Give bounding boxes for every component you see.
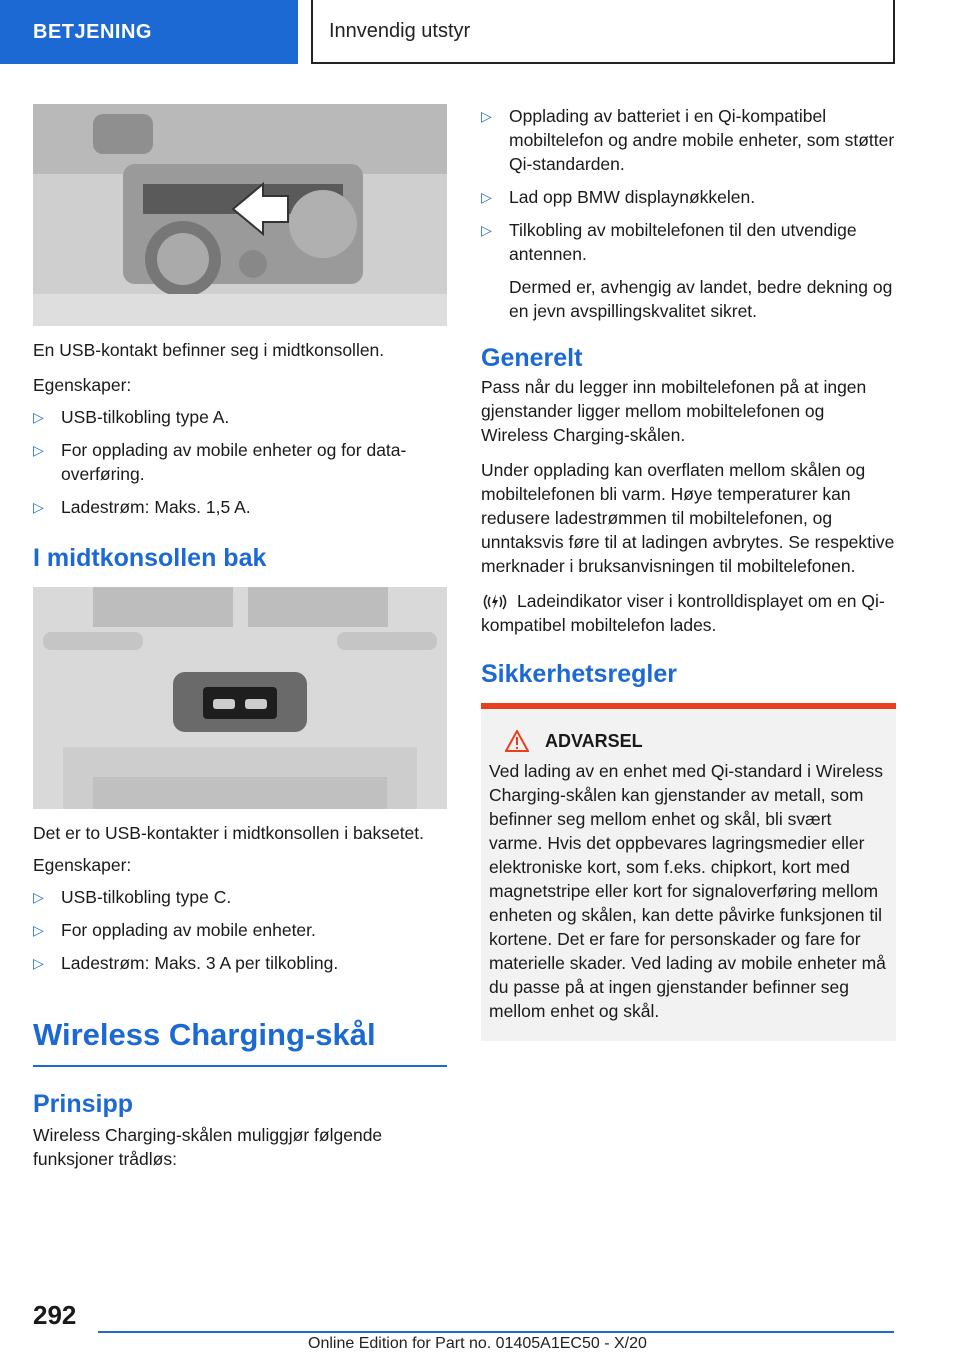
- list-item: ▷ For opplading av mobile enheter og for dataoverføring.: [33, 440, 407, 484]
- triangle-bullet-icon: ▷: [33, 499, 44, 515]
- list-item: ▷ Lad opp BMW displaynøkkelen.: [481, 187, 756, 207]
- right-column: [481, 104, 896, 1041]
- list-item: ▷ Ladestrøm: Maks. 1,5 A.: [33, 497, 251, 517]
- triangle-bullet-icon: ▷: [33, 442, 44, 458]
- left-column: [33, 104, 447, 1182]
- general-paragraph-1: Pass når du legger inn mobiltelefonen på at ingen gjenstander ligger mellom mobiltelefonen og Wireless Charging-skålen.: [481, 377, 867, 445]
- caption-usb-c: Det er to USB-kontakter i midtkonsollen i baksetet.: [33, 823, 425, 843]
- list-item: ▷ USB-tilkobling type A.: [33, 407, 230, 427]
- general-paragraph-2: Under opplading kan overflaten mellom skålen og mobiltelefonen bli varm. Høye temperaturer kan redusere ladestrømmen til mobiltelefonen, og unntaksvis føre til at ladingen avbrytes. Se respektive merknader i bruksanvisningen til mobiltelefonen.: [481, 460, 895, 576]
- caption-usb-a: En USB-kontakt befinner seg i midtkonsollen.: [33, 340, 385, 360]
- list-item: ▷ Ladestrøm: Maks. 3 A per tilkobling.: [33, 953, 339, 973]
- triangle-bullet-icon: ▷: [481, 189, 492, 205]
- heading-safety: Sikkerhetsregler: [481, 660, 677, 688]
- usb-rear-photo: [33, 587, 447, 809]
- properties-label: Egenskaper:: [33, 375, 132, 395]
- heading-general: Generelt: [481, 344, 583, 372]
- warning-box: [481, 703, 896, 1041]
- footer-rule: [98, 1331, 894, 1333]
- warning-header: [489, 729, 888, 753]
- triangle-bullet-icon: ▷: [481, 108, 492, 124]
- list-item: ▷ Tilkobling av mobiltelefonen til den utvendige antennen.: [481, 220, 857, 264]
- section-tab: [0, 0, 298, 64]
- chapter-title: Innvendig utstyr: [329, 19, 471, 42]
- triangle-bullet-icon: ▷: [481, 222, 492, 238]
- list-item: ▷ For opplading av mobile enheter.: [33, 920, 316, 940]
- triangle-bullet-icon: ▷: [33, 922, 44, 938]
- heading-wireless-charging: Wireless Charging-skål: [33, 1015, 447, 1067]
- page-number: 292: [33, 1300, 77, 1330]
- warning-triangle-icon: [505, 730, 529, 752]
- list-item: ▷ USB-tilkobling type C.: [33, 887, 232, 907]
- charging-indicator-icon: [481, 592, 509, 612]
- warning-text: Ved lading av en enhet med Qi-standard i Wireless Charging-skålen kan gjenstander av metall, som befinner seg mellom enhet og skål, bli svært varme. Hvis det oppbevares lagringsmedier eller elektroniske kort, som f.eks. chipkort, kort med magnetstripe eller kort for signaloverføring mellom enheten og skålen, kan dette påvirke funksjonen til kortene. Det er fare for personskader og fare for materielle skader. Ved lading av mobile enheter må du passe på at ingen gjenstander befinner seg mellom enhet og skål.: [489, 761, 886, 1021]
- antenna-note: Dermed er, avhengig av landet, bedre dekning og en jevn avspillingskvalitet sikret.: [509, 277, 893, 321]
- triangle-bullet-icon: ▷: [33, 955, 44, 971]
- heading-principle: Prinsipp: [33, 1090, 134, 1118]
- principle-text: Wireless Charging-skålen muliggjør følgende funksjoner trådløs:: [33, 1125, 383, 1169]
- triangle-bullet-icon: ▷: [33, 889, 44, 905]
- warning-title: ADVARSEL: [545, 731, 643, 751]
- chapter-header: [311, 0, 895, 64]
- usb-front-photo: [33, 104, 447, 326]
- indicator-paragraph: Ladeindikator viser i kontrolldisplayet om en Qi-kompatibel mobiltelefon lades.: [481, 591, 885, 635]
- properties-label: Egenskaper:: [33, 855, 132, 875]
- edition-note: Online Edition for Part no. 01405A1EC50 - X/20: [308, 1335, 647, 1352]
- list-item: ▷ Opplading av batteriet i en Qi-kompatibel mobiltelefon og andre mobile enheter, som støtter Qi-standarden.: [481, 106, 895, 174]
- heading-rear-console: I midtkonsollen bak: [33, 544, 267, 572]
- section-title: BETJENING: [33, 20, 152, 43]
- triangle-bullet-icon: ▷: [33, 409, 44, 425]
